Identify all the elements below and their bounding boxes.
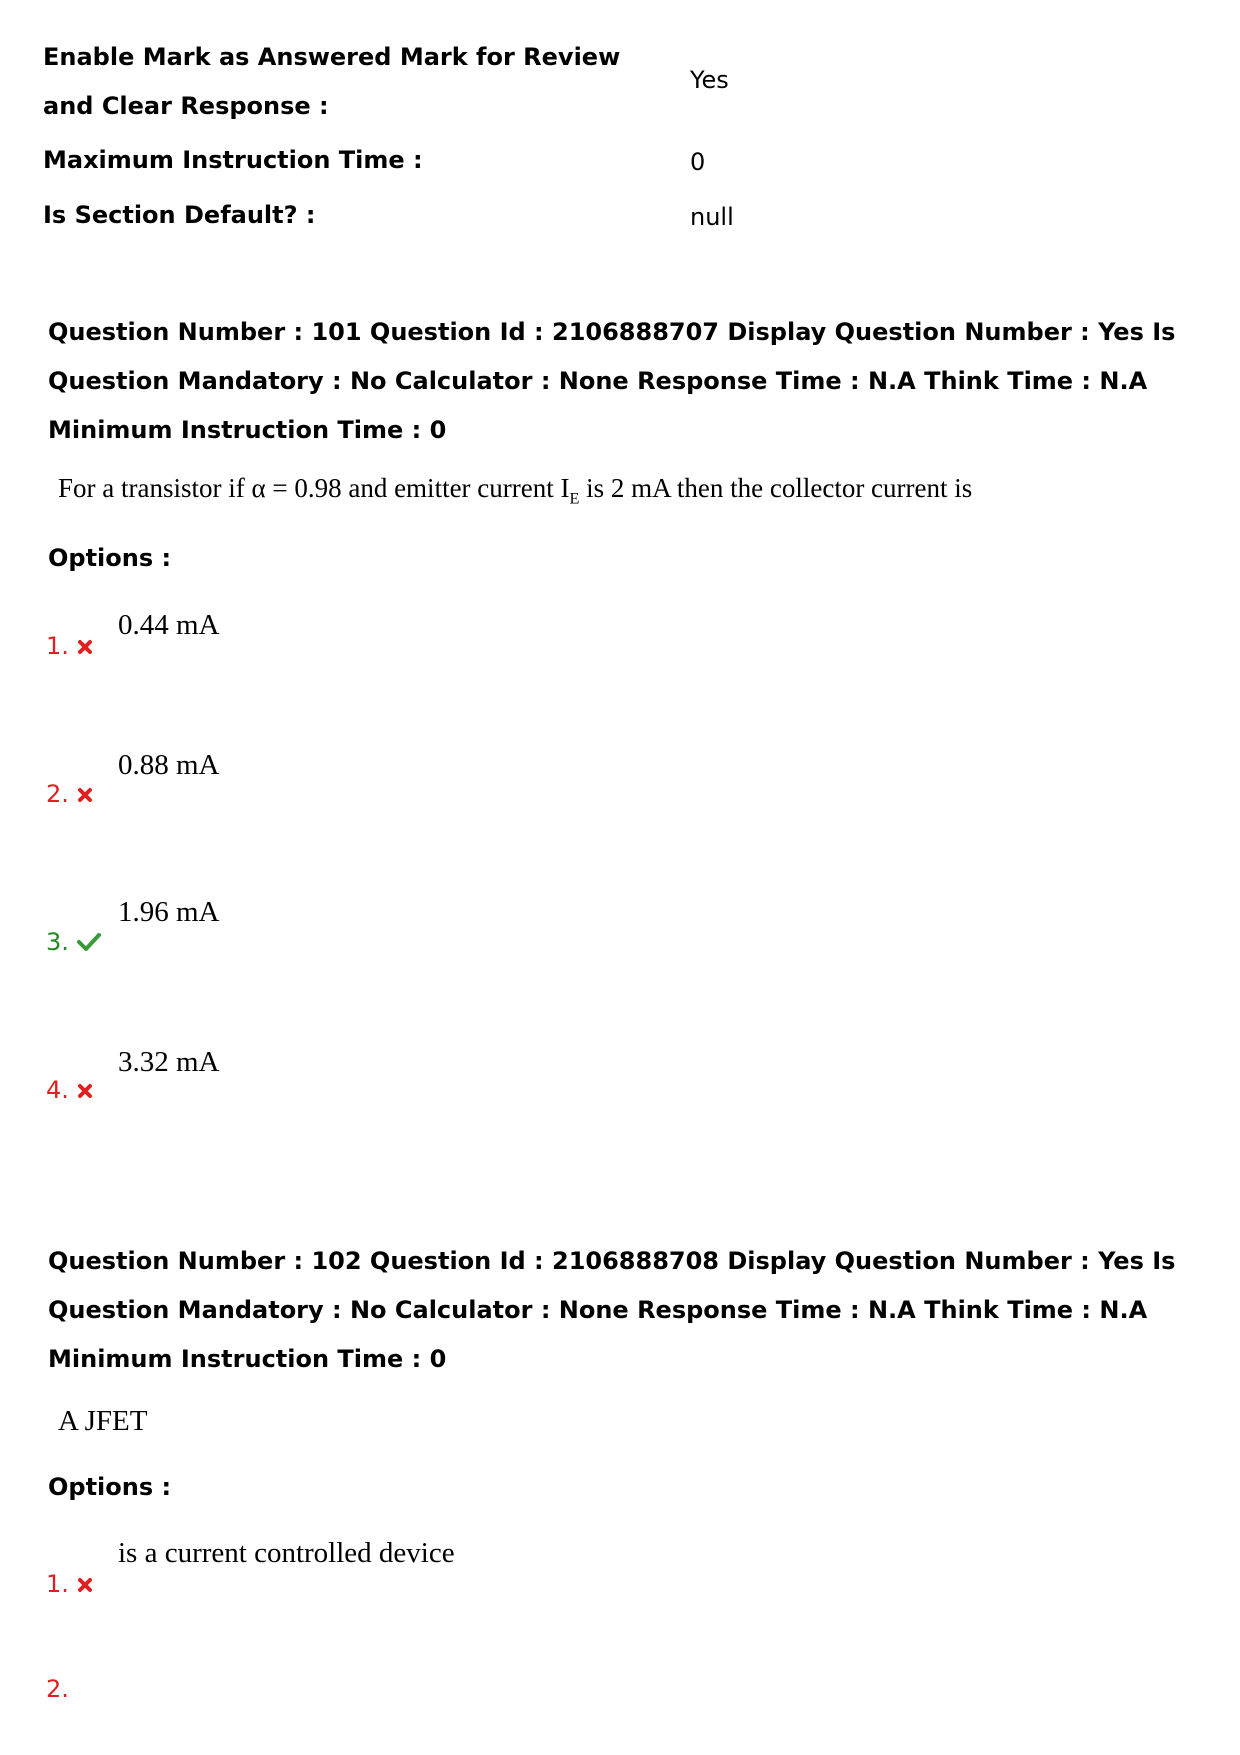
cross-icon <box>77 1077 93 1105</box>
enable-mark-label: Enable Mark as Answered Mark for Review and Clear Response : <box>43 43 621 120</box>
option-number: 4. <box>46 1076 93 1105</box>
section-default-label: Is Section Default? : <box>43 201 316 229</box>
option-text: 0.88 mA <box>118 749 220 781</box>
max-instruction-label: Maximum Instruction Time : <box>43 146 423 174</box>
option-text: is a current controlled device <box>118 1537 455 1569</box>
option-number: 2. <box>46 780 93 809</box>
max-instruction-value: 0 <box>690 148 706 176</box>
options-label: Options : <box>48 544 172 572</box>
cross-icon <box>77 781 93 809</box>
option-text: 1.96 mA <box>118 896 220 928</box>
option-number: 1. <box>46 632 93 661</box>
question-header: Question Number : 101 Question Id : 2106888707 Display Question Number : Yes Is Question Mandatory : No Calculator : None Response Time : N.A Think Time : N.A Minimum Instruction Time : 0 <box>48 318 1176 444</box>
option-number: 3. <box>46 928 101 957</box>
option-number: 2. <box>46 1675 69 1703</box>
option-number: 1. <box>46 1570 93 1599</box>
options-label: Options : <box>48 1473 172 1501</box>
check-icon <box>77 929 101 957</box>
question-text: For a transistor if α = 0.98 and emitter current $I_E$ is 2 mA then the collector current is <box>58 473 973 508</box>
option-text: 0.44 mA <box>118 609 220 641</box>
option-text: 3.32 mA <box>118 1046 220 1078</box>
section-default-value: null <box>690 203 734 231</box>
question-header: Question Number : 102 Question Id : 2106888708 Display Question Number : Yes Is Question Mandatory : No Calculator : None Response Time : N.A Think Time : N.A Minimum Instruction Time : 0 <box>48 1247 1176 1373</box>
cross-icon <box>77 1571 93 1599</box>
enable-mark-value: Yes <box>690 66 729 94</box>
question-text: A JFET <box>58 1405 148 1437</box>
cross-icon <box>77 633 93 661</box>
